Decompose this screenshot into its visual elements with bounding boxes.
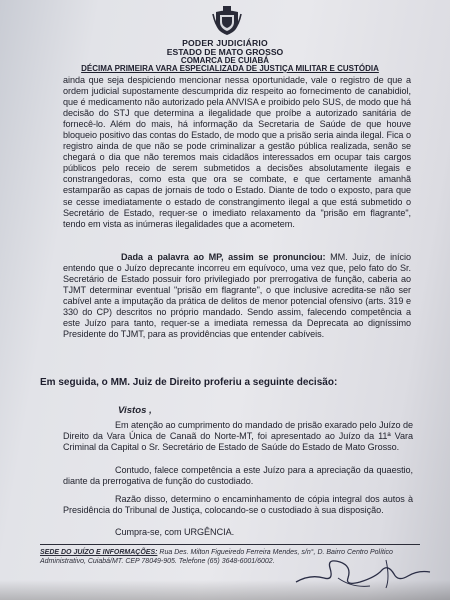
footer-label: SEDE DO JUÍZO E INFORMAÇÕES: [40, 549, 158, 556]
prosecutor-lead: Dada a palavra ao MP, assim se pronunciou: [121, 252, 326, 262]
paragraph-decision-1-text: Em atenção ao cumprimento do mandado de prisão exarado pelo Juízo de Direito da Vara Única de Canaã do Norte-MT, foi apresentado ao Juízo da 11ª Vara Criminal da Capital o Sr. Secretário de Estado de Saúde do Estado de Mato Grosso. [63, 420, 413, 453]
paragraph-decision-3-text: Razão disso, determino o encaminhamento de cópia integral dos autos à Presidência do Tribunal de Justiça, colocando-se o custodiado à sua disposição. [63, 494, 413, 516]
header-line-1: PODER JUDICIÁRIO [182, 38, 268, 48]
prosecutor-text: MM. Juiz, de início entendo que o Juízo deprecante incorreu em equívoco, uma vez que, pelo fato do Sr. Secretário de Estado possuir foro privilegiado por prerrogativa de função, caberia ao TJMT determinar eventual "prisão em flagrante", o que inclusive acredita-se não ser cabível ante a imputação da prática de delitos de menor potencial ofensivo (arts. 319 e 330 do CP) descritos no próprio mandado. Sendo assim, falecendo competência a este Juízo para tanto, requer-se a imediata remessa da Deprecata ao digníssimo Presidente do TJMT, para as providências que entender cabíveis. [63, 252, 411, 340]
paragraph-decision-1 [63, 420, 413, 453]
paragraph-prosecutor [63, 252, 411, 340]
paragraph-decision-2 [63, 465, 413, 487]
paragraph-decision-4 [63, 527, 413, 538]
header-line-2: ESTADO DE MATO GROSSO [166, 47, 284, 57]
footer-divider [40, 544, 420, 545]
paragraph-defense-argument: ainda que seja despiciendo mencionar nessa oportunidade, vale o registro de que a ordem judicial supostamente descumprida diz respeito ao fornecimento de canabidiol, que é medicamento não autorizado pela ANVISA e proibido pelo SUS, de modo que há decisão do STJ que determina a ilegalidade que proíbe a autorizado sanitária de fornecê-lo. Além do mais, há informação da Secretaria de Saúde de que houve bloqueio positivo das contas do Estado, de modo que a prisão seria ainda ilegal. Fica o registro ainda de que não se pode criminalizar a gestão pública realizada, senão se chegará o dia que não teremos mais cidadãos interessados em ocupar tais cargos públicos pelo receio de serem submetidos a decisões absolutamente ilegais e constrangedoras, como esta que ora se combate, e que certamente amanhã estamparão as capas de jornais de todo o Estado. Diante de todo o exposto, para que se cesse imediatamente o estado de constrangimento ilegal a que está submetido o Secretário de Estado, requer-se o imediato relaxamento da "prisão em flagrante", tendo em vista as inúmeras ilegalidades que a acometem. [63, 75, 411, 229]
decision-heading: Em seguida, o MM. Juiz de Direito proferiu a seguinte decisão: [40, 377, 338, 388]
paragraph-decision-4-text: Cumpra-se, com URGÊNCIA. [115, 527, 235, 537]
vistos-label: Vistos , [118, 405, 152, 416]
coat-of-arms-icon [212, 6, 242, 36]
paragraph-decision-2-text: Contudo, falece competência a este Juízo para a apreciação da quaestio, diante da prerrogativa de função do custodiado. [63, 465, 413, 487]
header-court-name: DÉCIMA PRIMEIRA VARA ESPECIALIZADA DE JUSTIÇA MILITAR E CUSTÓDIA [81, 64, 379, 73]
page-shadow [0, 580, 450, 600]
paragraph-decision-3 [63, 494, 413, 516]
footer-address-text: Rua Des. Milton Figueiredo Ferreira Mendes, s/n°, D. Bairro Centro Político Administrativo, Cuiabá/MT. CEP 78049-905. Telefone (65) 3648-6001/6002. [40, 549, 393, 565]
header-line-3: COMARCA DE CUIABÁ [180, 56, 270, 65]
